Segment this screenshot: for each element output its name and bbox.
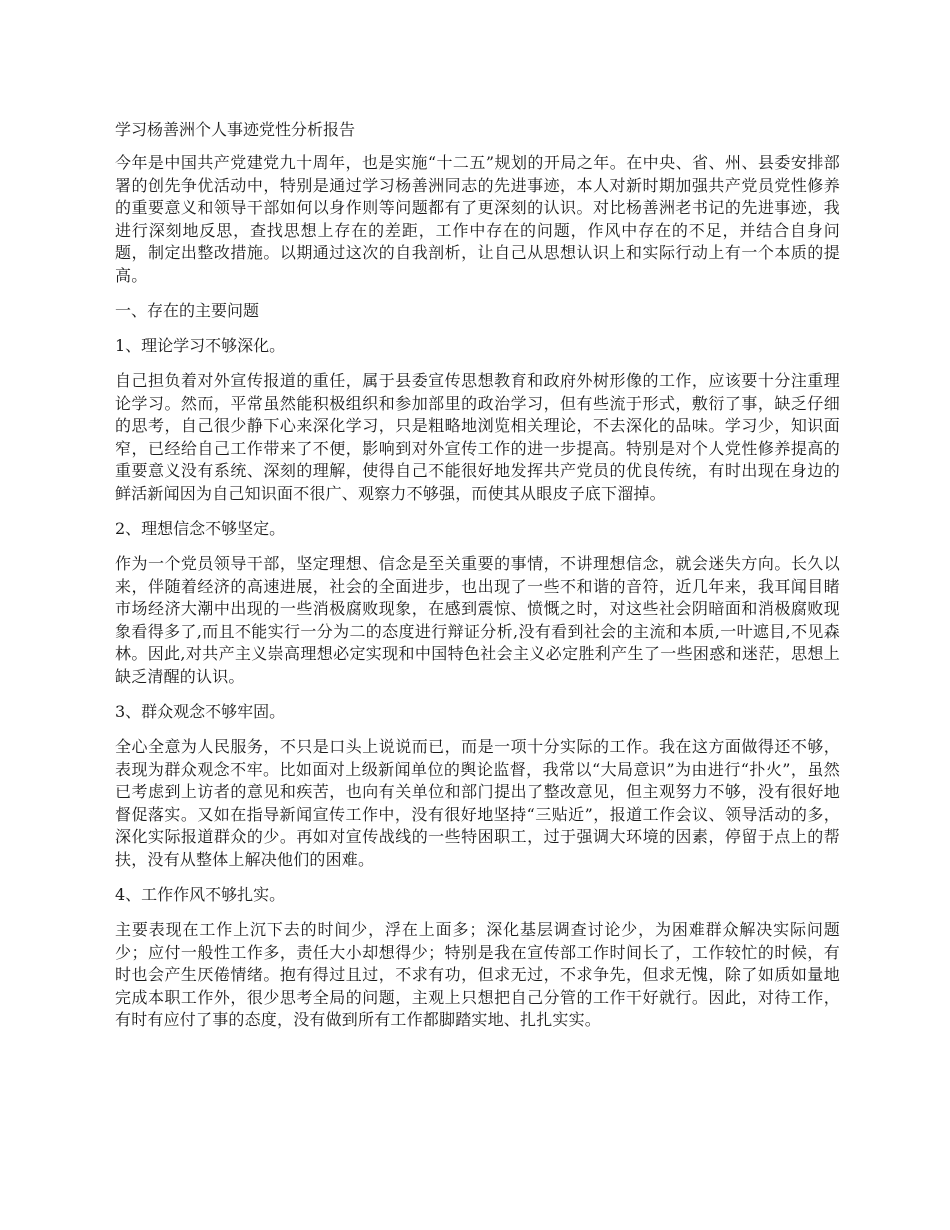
item-heading-theory-study: 1、理论学习不够深化。 [115,336,286,355]
item-body-mass-concept: 全心全意为人民服务，不只是口头上说说而已，而是一项十分实际的工作。我在这方面做得还不够，表现为群众观念不牢。比如面对上级新闻单位的舆论监督，我常以“大局意识”为由进行“扑火”，虽然已考虑到上访者的意见和疾苦，也向有关单位和部门提出了整改意见，但主观努力不够，没有很好地督促落实。又如在指导新闻宣传工作中，没有很好地坚持“三贴近”，报道工作会议、领导活动的多，深化实际报道群众的少。再如对宣传战线的一些特困职工，过于强调大环境的因素，停留于点上的帮扶，没有从整体上解决他们的困难。 [115,737,840,869]
document-title: 学习杨善洲个人事迹党性分析报告 [115,120,356,139]
item-body-work-style: 主要表现在工作上沉下去的时间少，浮在上面多；深化基层调查讨论少，为困难群众解决实际问题少；应付一般性工作多，责任大小却想得少；特别是我在宣传部工作时间长了，工作较忙的时候，有时也会产生厌倦情绪。抱有得过且过，不求有功，但求无过，不求争先，但求无愧，除了如质如量地完成本职工作外，很少思考全局的问题，主观上只想把自己分管的工作干好就行。因此，对待工作，有时有应付了事的态度，没有做到所有工作都脚踏实地、扎扎实实。 [115,920,840,1029]
section-heading-main-problems: 一、存在的主要问题 [115,301,260,320]
item-heading-work-style: 4、工作作风不够扎实。 [115,885,286,904]
item-body-theory-study: 自己担负着对外宣传报道的重任，属于县委宣传思想教育和政府外树形像的工作，应该要十分注重理论学习。然而，平常虽然能积极组织和参加部里的政治学习，但有些流于形式，敷衍了事，缺乏仔细的思考，自己很少静下心来深化学习，只是粗略地浏览相关理论，不去深化的品味。学习少，知识面窄，已经给自己工作带来了不便，影响到对外宣传工作的进一步提高。特别是对个人党性修养提高的重要意义没有系统、深刻的理解，使得自己不能很好地发挥共产党员的优良传统，有时出现在身边的鲜活新闻因为自己知识面不很广、观察力不够强，而使其从眼皮子底下溜掉。 [115,371,840,503]
item-heading-mass-concept: 3、群众观念不够牢固。 [115,702,286,721]
item-heading-ideals-beliefs: 2、理想信念不够坚定。 [115,519,286,538]
item-body-ideals-beliefs: 作为一个党员领导干部，坚定理想、信念是至关重要的事情，不讲理想信念，就会迷失方向。长久以来，伴随着经济的高速进展，社会的全面进步，也出现了一些不和谐的音符，近几年来，我耳闻目睹市场经济大潮中出现的一些消极腐败现象，在感到震惊、愤慨之时，对这些社会阴暗面和消极腐败现象看得多了,而且不能实行一分为二的态度进行辩证分析,没有看到社会的主流和本质,一叶遮目,不见森林。因此,对共产主义崇高理想必定实现和中国特色社会主义必定胜利产生了一些困惑和迷茫，思想上缺乏清醒的认识。 [115,554,840,686]
intro-paragraph: 今年是中国共产党建党九十周年，也是实施“十二五”规划的开局之年。在中央、省、州、县委安排部署的创先争优活动中，特别是通过学习杨善洲同志的先进事迹，本人对新时期加强共产党员党性修养的重要意义和领导干部如何以身作则等问题都有了更深刻的认识。对比杨善洲老书记的先进事迹，我进行深刻地反思，查找思想上存在的差距，工作中存在的问题，作风中存在的不足，并结合自身问题，制定出整改措施。以期通过这次的自我剖析，让自己从思想认识上和实际行动上有一个本质的提高。 [115,153,840,285]
document-page [115,118,840,1045]
